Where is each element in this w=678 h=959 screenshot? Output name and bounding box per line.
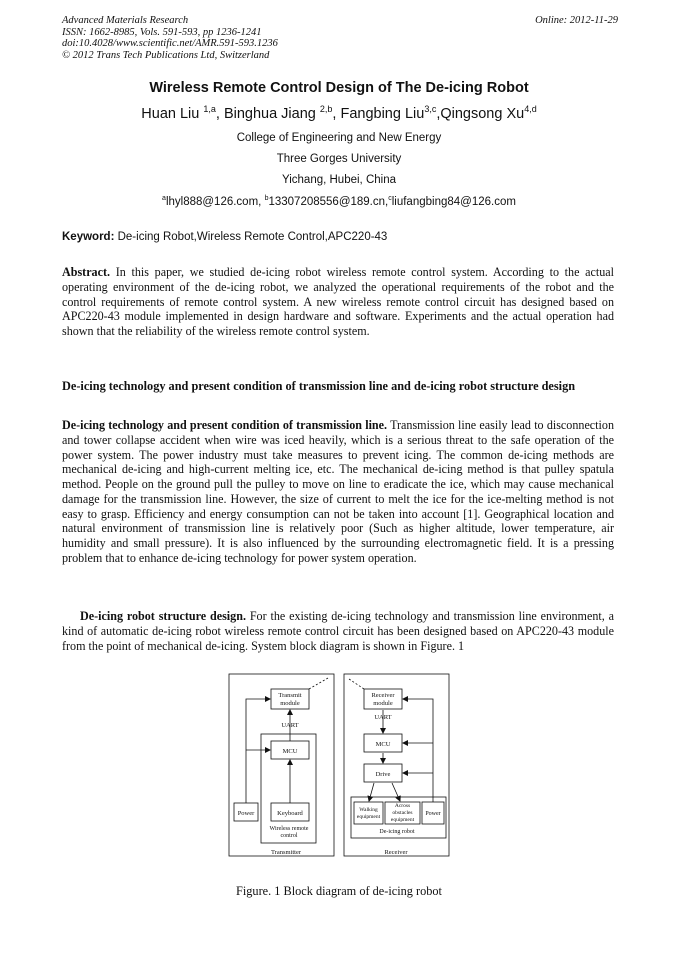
running-header — [62, 15, 618, 61]
transmitter-label: Transmitter — [270, 849, 302, 856]
abstract-label: Abstract. — [62, 265, 111, 279]
receiver-antenna-icon — [349, 679, 364, 689]
author-emails: $^a$lhyl888@126.com, $^b$13307208556@189.cn,$^c$liufangbing84@126.com — [162, 195, 516, 208]
email-sup: b — [264, 195, 269, 202]
author-name: Qingsong Xu — [440, 105, 525, 122]
author-list: Huan Liu $^{1,a}$, Binghua Jiang $^{2,b}$, Fangbing Liu$^{3,c}$,Qingsong Xu$^{4,d}$ — [141, 104, 537, 122]
wireless-remote-label-2: control — [280, 833, 298, 839]
paper-title: Wireless Remote Control Design of The De-icing Robot — [149, 80, 529, 96]
across-obstacles-label-3: equipment — [390, 817, 415, 823]
across-obstacles-label: Across — [394, 803, 411, 809]
transmitter-mcu-label: MCU — [282, 748, 298, 755]
walking-equipment-box — [354, 802, 383, 824]
transmit-module-label: Transmit — [278, 692, 302, 699]
walking-equipment-label-2: equipment — [356, 814, 381, 820]
body-paragraph-1 — [62, 418, 614, 566]
arrow-drive-to-walking — [369, 783, 374, 801]
wireless-remote-label: Wireless remote — [269, 826, 309, 832]
receiver-module-label-2: module — [373, 700, 393, 707]
section-heading: De-icing technology and present condition of transmission line and de-icing robot structure design — [62, 379, 576, 393]
email-link: lhyl888@126.com — [165, 195, 259, 208]
email-sup: c — [388, 195, 392, 202]
block-diagram — [224, 671, 454, 859]
arrow-drive-to-across — [392, 783, 400, 801]
doi-line: doi:10.4028/www.scientific.net/AMR.591-593.1236 — [62, 38, 278, 49]
arrow-power-to-receiver — [403, 699, 433, 802]
figure-caption: Figure. 1 Block diagram of de-icing robot — [236, 884, 442, 898]
deicing-robot-label: De-icing robot — [379, 829, 415, 835]
copyright-line: © 2012 Trans Tech Publications Ltd, Switzerland — [62, 49, 270, 61]
body-paragraph-2 — [62, 609, 614, 653]
journal-name: Advanced Materials Research — [62, 15, 189, 26]
receiver-label: Receiver — [384, 849, 408, 856]
receiver-uart-label: UART — [374, 714, 392, 721]
email-link: liufangbing84@126.com — [391, 195, 516, 208]
keywords-label: Keyword: — [62, 231, 115, 243]
issn-line: ISSN: 1662-8985, Vols. 591-593, pp 1236-1241 — [62, 26, 262, 38]
author-name: Fangbing Liu — [340, 105, 425, 122]
paragraph-text: Transmission line easily lead to disconnection and tower collapse accident when wire was iced heavily, which is a serious threat to the safe operation of the power system. The power industry must take measures to prevent icing. The common de-icing methods are mechanical de-icing and high-current melting ice, etc. The mechanical de-icing method is that pulley spatula method. People on the ground pull the pulley to move on line to eradicate the ice, which may cause mechanical damage for the transmission line. However, the size of current to melt the ice for the ice-melting method is not easy to grasp. Efficiency and energy consumption can not be taken into account [1]. Geographical location and natural environment of transmission line is relatively poor (Such as higher altitude, lower temperature, air humidity and small pressure). It is also influenced by the surrounding electromagnetic field. It is a pressing problem that to enhance de-icing technology for power system operation. — [62, 418, 614, 565]
abstract-paragraph — [62, 265, 614, 339]
keywords — [62, 231, 618, 243]
keywords-text: De-icing Robot,Wireless Remote Control,APC220-43 — [117, 231, 388, 243]
affiliation-university: Three Gorges University — [276, 153, 402, 165]
transmitter-uart-label: UART — [281, 722, 299, 729]
author-sup: 2,b — [319, 104, 333, 114]
online-date: Online: 2012-11-29 — [535, 15, 618, 26]
author-name: Binghua Jiang — [223, 105, 316, 122]
author-name: Huan Liu — [141, 105, 200, 122]
abstract-text: In this paper, we studied de-icing robot wireless remote control system. According to the actual operating environment of the de-icing robot, we analyzed the operational requirements of the robot and the control requirements of remote control system. A new wireless remote control circuit has designed based on APC220-43 module implemented in design hardware and software. Experiments and the actual operation had shown that the reliability of the wireless remote control system. — [62, 265, 615, 338]
transmitter-power-label: Power — [237, 810, 255, 817]
author-sup: 3,c — [424, 104, 437, 114]
transmit-antenna-icon — [309, 678, 328, 689]
paragraph-text: For the existing de-icing technology and transmission line environment, a kind of automatic de-icing robot wireless remote control circuit has been designed based on APC220-43 module from the point of mechanical de-icing. System block diagram is shown in Figure. 1 — [62, 609, 614, 653]
drive-label: Drive — [375, 771, 391, 778]
email-sup: a — [162, 195, 166, 202]
receiver-module-label: Receiver — [371, 692, 395, 699]
transmit-module-label-2: module — [280, 700, 300, 707]
receiver-mcu-label: MCU — [375, 741, 391, 748]
keyboard-label: Keyboard — [277, 810, 303, 817]
subsection-label: De-icing technology and present condition of transmission line. — [62, 418, 388, 432]
affiliation-city: Yichang, Hubei, China — [281, 174, 396, 186]
receiver-power-label: Power — [425, 811, 441, 817]
author-sup: 4,d — [524, 104, 537, 114]
walking-equipment-label: Walking — [359, 807, 378, 813]
arrow-power-to-transmit — [246, 699, 270, 803]
author-sup: 1,a — [203, 104, 216, 114]
affiliation-college: College of Engineering and New Energy — [236, 132, 442, 144]
subsection-label: De-icing robot structure design. — [80, 609, 246, 623]
across-obstacles-label-2: obstacles — [392, 810, 413, 816]
email-link: 13307208556@189.cn — [268, 195, 386, 208]
